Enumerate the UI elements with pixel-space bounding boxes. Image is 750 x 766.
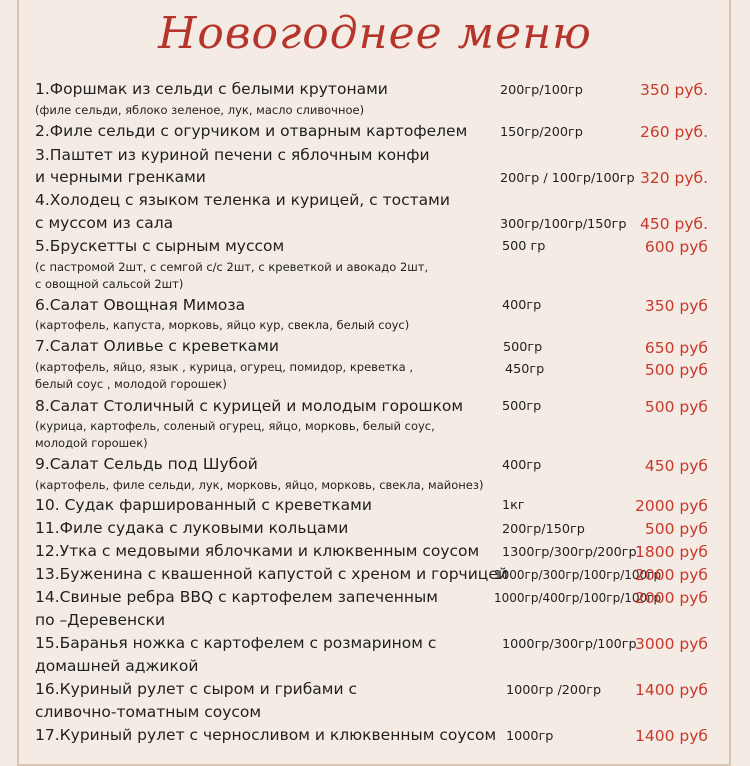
item-price: 350 руб — [644, 297, 708, 315]
item-price: 350 руб. — [639, 81, 708, 99]
item-name: 1.Форшмак из сельди с белыми крутонами — [35, 80, 388, 98]
item-name: 17.Куриный рулет с черносливом и клюквенным соусом — [35, 726, 497, 744]
item-weight: 1000гр/400гр/100гр/100гр — [494, 591, 662, 605]
item-weight: 500гр — [502, 399, 542, 414]
item-weight: 500гр — [503, 340, 543, 355]
item-weight: 400гр — [502, 298, 542, 313]
item-price: 1400 руб — [635, 727, 708, 745]
item-name: 16.Куриный рулет с сыром и грибами с — [35, 680, 358, 698]
item-weight: 1000гр/300гр/100гр — [502, 637, 637, 652]
item-weight: 1300гр/300гр/200гр — [502, 545, 637, 560]
item-price: 3000 руб — [635, 635, 708, 653]
item-price: 2000 руб — [635, 566, 708, 584]
item-name: 5.Брускетты с сырным муссом — [35, 237, 285, 255]
item-price: 260 руб. — [639, 123, 708, 141]
item-name: 2.Филе сельди с огурчиком и отварным картофелем — [35, 122, 468, 140]
item-weight: 500 гр — [502, 239, 546, 254]
item-price: 2000 руб — [635, 497, 708, 515]
item-name: 11.Филе судака с луковыми кольцами — [35, 519, 349, 537]
item-name: 3.Паштет из куриной печени с яблочным конфи — [35, 146, 430, 164]
item-weight: 1000гр/300гр/100гр/100гр — [494, 568, 662, 582]
item-name: 4.Холодец с языком теленка и курицей, с тостами — [35, 191, 450, 209]
item-weight: 450гр — [505, 362, 545, 377]
item-weight: 150гр/200гр — [500, 125, 583, 140]
item-description: (картофель, филе сельди, лук, морковь, яйцо, морковь, свекла, майонез) — [35, 478, 484, 492]
item-weight: 1000гр /200гр — [506, 683, 602, 698]
item-price: 2000 руб — [635, 589, 708, 607]
item-weight: 300гр/100гр/150гр — [500, 217, 627, 232]
item-name: 15.Баранья ножка с картофелем с розмарином с — [35, 634, 437, 652]
item-weight: 400гр — [502, 458, 542, 473]
item-name: и черными гренками — [35, 168, 206, 186]
item-price: 320 руб. — [639, 169, 708, 187]
item-price: 500 руб — [644, 398, 708, 416]
item-name: домашней аджикой — [35, 657, 199, 675]
item-name: 12.Утка с медовыми яблочками и клюквенным соусом — [35, 542, 480, 560]
item-weight: 200гр/100гр — [500, 83, 583, 98]
item-description: (картофель, капуста, морковь, яйцо кур, свекла, белый соус) — [35, 318, 410, 332]
item-name: 8.Салат Столичный с курицей и молодым горошком — [35, 397, 464, 415]
item-price: 500 руб — [644, 361, 708, 379]
item-price: 450 руб — [644, 457, 708, 475]
item-name: сливочно-томатным соусом — [35, 703, 262, 721]
item-description: (с пастромой 2шт, с семгой с/с 2шт, с креветкой и авокадо 2шт, — [35, 260, 429, 274]
item-name: 6.Салат Овощная Мимоза — [35, 296, 246, 314]
item-weight: 200гр / 100гр/100гр — [500, 171, 635, 186]
item-description: (картофель, яйцо, язык , курица, огурец, помидор, креветка , — [35, 360, 414, 374]
item-name: по –Деревенски — [35, 611, 166, 629]
item-price: 500 руб — [644, 520, 708, 538]
item-price: 600 руб — [644, 238, 708, 256]
item-description: молодой горошек) — [35, 436, 148, 450]
item-name: с муссом из сала — [35, 214, 174, 232]
item-name: 7.Салат Оливье с креветками — [35, 337, 279, 355]
item-description: (курица, картофель, соленый огурец, яйцо, морковь, белый соус, — [35, 419, 435, 433]
item-weight: 200гр/150гр — [502, 522, 585, 537]
item-name: 9.Салат Сельдь под Шубой — [35, 455, 258, 473]
item-price: 1400 руб — [635, 681, 708, 699]
item-price: 450 руб. — [639, 215, 708, 233]
item-price: 650 руб — [644, 339, 708, 357]
item-price: 1800 руб — [635, 543, 708, 561]
item-name: 13.Буженина с квашенной капустой с хреном и горчицей — [35, 565, 508, 583]
item-weight: 1000гр — [506, 729, 554, 744]
item-description: с овощной сальсой 2шт) — [35, 277, 184, 291]
menu-title: Новогоднее меню — [158, 8, 592, 59]
item-name: 10. Судак фаршированный с креветками — [35, 496, 372, 514]
item-description: белый соус , молодой горошек) — [35, 377, 227, 391]
item-name: 14.Свиные ребра BBQ с картофелем запеченным — [35, 588, 438, 606]
item-description: (филе сельди, яблоко зеленое, лук, масло сливочное) — [35, 103, 365, 117]
item-weight: 1кг — [502, 498, 525, 513]
